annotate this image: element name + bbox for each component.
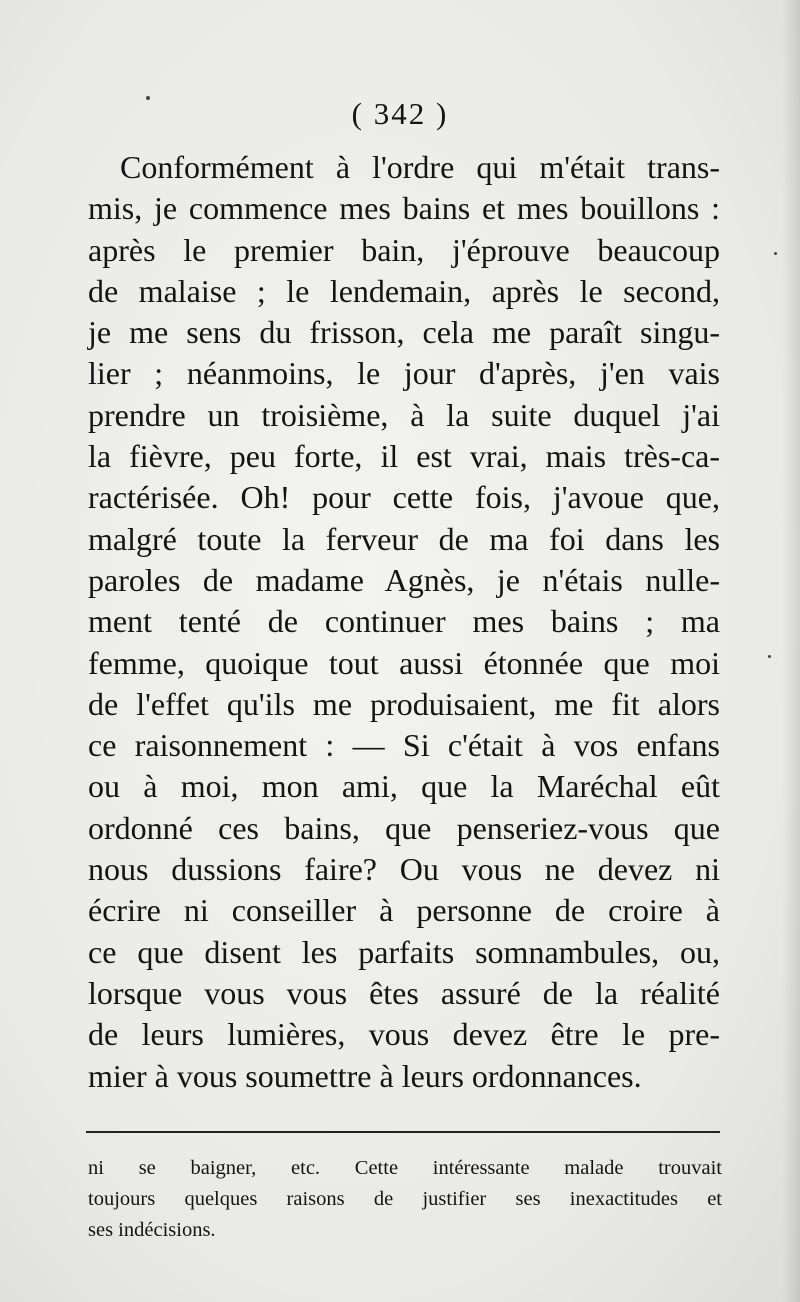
text-line: écrire ni conseiller à personne de croire à [88,892,720,929]
page-edge-shadow [782,0,800,1302]
text-line: ce que disent les parfaits somnambules, ou, [88,933,720,970]
ink-speck [774,252,777,255]
ink-speck [146,96,150,100]
text-line: paroles de madame Agnès, je n'étais nulle- [88,561,720,598]
text-line: Conformément à l'ordre qui m'était trans- [120,149,720,185]
footnote-line: ni se baigner, etc. Cette intéressante malade trouvait [88,1157,722,1179]
body-text [88,147,720,1097]
text-line: malgré toute la ferveur de ma foi dans les [88,520,720,557]
text-line: mis, je commence mes bains et mes bouillons : [88,190,720,227]
text-line: de l'effet qu'ils me produisaient, me fit alors [88,685,720,722]
page-number: ( 342 ) [351,96,449,131]
text-line: ment tenté de continuer mes bains ; ma [88,603,720,640]
footnote-separator-rule [86,1131,720,1133]
text-line: de leurs lumières, vous devez être le pre- [88,1016,720,1053]
footnote-line: ses indécisions. [88,1219,216,1241]
text-line: prendre un troisième, à la suite duquel j'ai [88,396,720,433]
text-line: je me sens du frisson, cela me paraît singu- [88,314,720,351]
text-line: ce raisonnement : — Si c'était à vos enfans [88,727,720,764]
text-line: lorsque vous vous êtes assuré de la réalité [88,974,720,1011]
text-line: après le premier bain, j'éprouve beaucoup [88,231,720,268]
text-line: ractérisée. Oh! pour cette fois, j'avoue que, [88,479,720,516]
footnote-line: toujours quelques raisons de justifier ses inexactitudes et [88,1188,722,1210]
text-line: la fièvre, peu forte, il est vrai, mais très-ca- [88,438,720,475]
text-line: mier à vous soumettre à leurs ordonnances. [88,1057,642,1094]
text-line: femme, quoique tout aussi étonnée que moi [88,644,720,681]
text-line: lier ; néanmoins, le jour d'après, j'en vais [88,355,720,392]
text-line: ou à moi, mon ami, que la Maréchal eût [88,768,720,805]
text-line: de malaise ; le lendemain, après le second, [88,272,720,309]
text-line: ordonné ces bains, que penseriez-vous que [88,809,720,846]
text-line: nous dussions faire? Ou vous ne devez ni [88,851,720,888]
footnote [88,1153,722,1246]
ink-speck [768,655,771,658]
